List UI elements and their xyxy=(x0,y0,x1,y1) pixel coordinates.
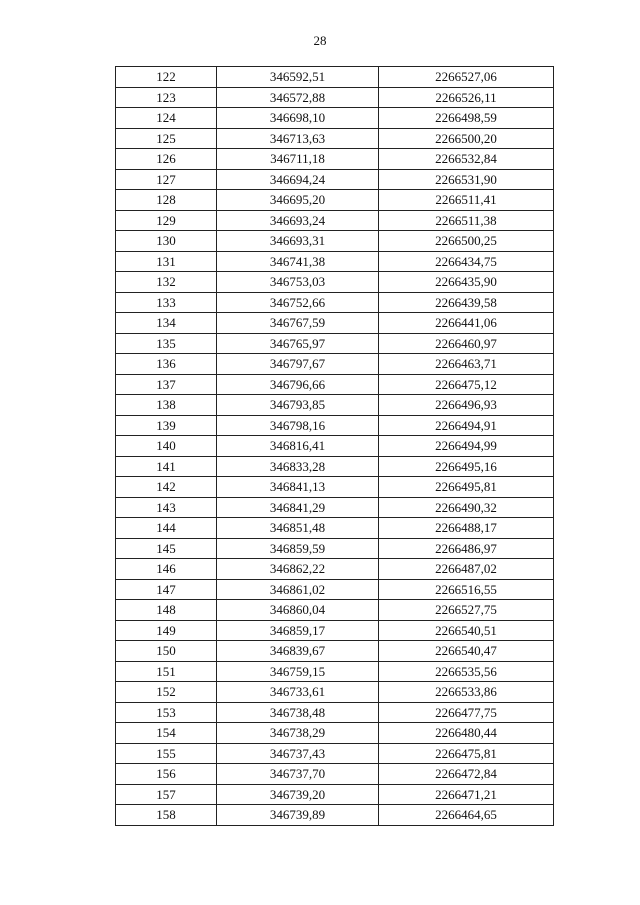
y-coordinate-cell: 2266494,99 xyxy=(379,436,554,457)
x-coordinate-cell: 346841,13 xyxy=(217,477,379,498)
table-row xyxy=(116,600,554,621)
point-number-cell: 144 xyxy=(116,518,217,539)
x-coordinate-cell: 346839,67 xyxy=(217,641,379,662)
point-number-cell: 129 xyxy=(116,210,217,231)
point-number-cell: 141 xyxy=(116,456,217,477)
x-coordinate-cell: 346738,48 xyxy=(217,702,379,723)
x-coordinate-cell: 346765,97 xyxy=(217,333,379,354)
table-row xyxy=(116,784,554,805)
table-row xyxy=(116,231,554,252)
point-number-cell: 157 xyxy=(116,784,217,805)
table-row xyxy=(116,190,554,211)
x-coordinate-cell: 346816,41 xyxy=(217,436,379,457)
x-coordinate-cell: 346741,38 xyxy=(217,251,379,272)
x-coordinate-cell: 346841,29 xyxy=(217,497,379,518)
table-row xyxy=(116,805,554,826)
x-coordinate-cell: 346737,43 xyxy=(217,743,379,764)
x-coordinate-cell: 346860,04 xyxy=(217,600,379,621)
point-number-cell: 146 xyxy=(116,559,217,580)
x-coordinate-cell: 346738,29 xyxy=(217,723,379,744)
y-coordinate-cell: 2266495,81 xyxy=(379,477,554,498)
point-number-cell: 142 xyxy=(116,477,217,498)
point-number-cell: 138 xyxy=(116,395,217,416)
y-coordinate-cell: 2266460,97 xyxy=(379,333,554,354)
point-number-cell: 153 xyxy=(116,702,217,723)
x-coordinate-cell: 346698,10 xyxy=(217,108,379,129)
table-row xyxy=(116,682,554,703)
x-coordinate-cell: 346753,03 xyxy=(217,272,379,293)
x-coordinate-cell: 346861,02 xyxy=(217,579,379,600)
point-number-cell: 132 xyxy=(116,272,217,293)
y-coordinate-cell: 2266441,06 xyxy=(379,313,554,334)
table-row xyxy=(116,128,554,149)
x-coordinate-cell: 346739,89 xyxy=(217,805,379,826)
x-coordinate-cell: 346833,28 xyxy=(217,456,379,477)
x-coordinate-cell: 346693,24 xyxy=(217,210,379,231)
x-coordinate-cell: 346713,63 xyxy=(217,128,379,149)
y-coordinate-cell: 2266477,75 xyxy=(379,702,554,723)
table-row xyxy=(116,497,554,518)
y-coordinate-cell: 2266435,90 xyxy=(379,272,554,293)
point-number-cell: 151 xyxy=(116,661,217,682)
point-number-cell: 130 xyxy=(116,231,217,252)
y-coordinate-cell: 2266526,11 xyxy=(379,87,554,108)
table-row xyxy=(116,333,554,354)
point-number-cell: 131 xyxy=(116,251,217,272)
point-number-cell: 155 xyxy=(116,743,217,764)
table-row xyxy=(116,87,554,108)
table-row xyxy=(116,395,554,416)
y-coordinate-cell: 2266540,51 xyxy=(379,620,554,641)
point-number-cell: 136 xyxy=(116,354,217,375)
x-coordinate-cell: 346859,59 xyxy=(217,538,379,559)
y-coordinate-cell: 2266475,81 xyxy=(379,743,554,764)
point-number-cell: 152 xyxy=(116,682,217,703)
y-coordinate-cell: 2266500,25 xyxy=(379,231,554,252)
y-coordinate-cell: 2266488,17 xyxy=(379,518,554,539)
y-coordinate-cell: 2266472,84 xyxy=(379,764,554,785)
x-coordinate-cell: 346733,61 xyxy=(217,682,379,703)
table-row xyxy=(116,436,554,457)
x-coordinate-cell: 346752,66 xyxy=(217,292,379,313)
table-row xyxy=(116,559,554,580)
table-row xyxy=(116,579,554,600)
x-coordinate-cell: 346739,20 xyxy=(217,784,379,805)
y-coordinate-cell: 2266434,75 xyxy=(379,251,554,272)
point-number-cell: 124 xyxy=(116,108,217,129)
x-coordinate-cell: 346572,88 xyxy=(217,87,379,108)
table-row xyxy=(116,620,554,641)
point-number-cell: 137 xyxy=(116,374,217,395)
table-row xyxy=(116,702,554,723)
table-row xyxy=(116,272,554,293)
point-number-cell: 147 xyxy=(116,579,217,600)
point-number-cell: 125 xyxy=(116,128,217,149)
y-coordinate-cell: 2266527,06 xyxy=(379,67,554,88)
table-row xyxy=(116,743,554,764)
page-number: 28 xyxy=(313,33,327,48)
point-number-cell: 148 xyxy=(116,600,217,621)
point-number-cell: 127 xyxy=(116,169,217,190)
x-coordinate-cell: 346711,18 xyxy=(217,149,379,170)
y-coordinate-cell: 2266496,93 xyxy=(379,395,554,416)
point-number-cell: 122 xyxy=(116,67,217,88)
x-coordinate-cell: 346798,16 xyxy=(217,415,379,436)
x-coordinate-cell: 346693,31 xyxy=(217,231,379,252)
y-coordinate-cell: 2266533,86 xyxy=(379,682,554,703)
point-number-cell: 143 xyxy=(116,497,217,518)
table-row xyxy=(116,477,554,498)
table-row xyxy=(116,292,554,313)
x-coordinate-cell: 346694,24 xyxy=(217,169,379,190)
x-coordinate-cell: 346759,15 xyxy=(217,661,379,682)
table-row xyxy=(116,661,554,682)
y-coordinate-cell: 2266464,65 xyxy=(379,805,554,826)
point-number-cell: 123 xyxy=(116,87,217,108)
y-coordinate-cell: 2266500,20 xyxy=(379,128,554,149)
table-row xyxy=(116,538,554,559)
point-number-cell: 133 xyxy=(116,292,217,313)
y-coordinate-cell: 2266535,56 xyxy=(379,661,554,682)
table-row xyxy=(116,251,554,272)
point-number-cell: 139 xyxy=(116,415,217,436)
y-coordinate-cell: 2266511,38 xyxy=(379,210,554,231)
y-coordinate-cell: 2266490,32 xyxy=(379,497,554,518)
table-row xyxy=(116,313,554,334)
x-coordinate-cell: 346851,48 xyxy=(217,518,379,539)
y-coordinate-cell: 2266540,47 xyxy=(379,641,554,662)
table-row xyxy=(116,149,554,170)
y-coordinate-cell: 2266494,91 xyxy=(379,415,554,436)
x-coordinate-cell: 346862,22 xyxy=(217,559,379,580)
y-coordinate-cell: 2266498,59 xyxy=(379,108,554,129)
y-coordinate-cell: 2266532,84 xyxy=(379,149,554,170)
point-number-cell: 135 xyxy=(116,333,217,354)
y-coordinate-cell: 2266463,71 xyxy=(379,354,554,375)
y-coordinate-cell: 2266475,12 xyxy=(379,374,554,395)
table-row xyxy=(116,374,554,395)
y-coordinate-cell: 2266531,90 xyxy=(379,169,554,190)
x-coordinate-cell: 346797,67 xyxy=(217,354,379,375)
y-coordinate-cell: 2266439,58 xyxy=(379,292,554,313)
point-number-cell: 128 xyxy=(116,190,217,211)
table-row xyxy=(116,169,554,190)
point-number-cell: 156 xyxy=(116,764,217,785)
table-row xyxy=(116,641,554,662)
y-coordinate-cell: 2266471,21 xyxy=(379,784,554,805)
y-coordinate-cell: 2266486,97 xyxy=(379,538,554,559)
y-coordinate-cell: 2266511,41 xyxy=(379,190,554,211)
table-row xyxy=(116,764,554,785)
point-number-cell: 154 xyxy=(116,723,217,744)
point-number-cell: 140 xyxy=(116,436,217,457)
y-coordinate-cell: 2266527,75 xyxy=(379,600,554,621)
point-number-cell: 145 xyxy=(116,538,217,559)
x-coordinate-cell: 346737,70 xyxy=(217,764,379,785)
table-row xyxy=(116,518,554,539)
y-coordinate-cell: 2266487,02 xyxy=(379,559,554,580)
x-coordinate-cell: 346793,85 xyxy=(217,395,379,416)
x-coordinate-cell: 346592,51 xyxy=(217,67,379,88)
table-row xyxy=(116,415,554,436)
y-coordinate-cell: 2266495,16 xyxy=(379,456,554,477)
x-coordinate-cell: 346767,59 xyxy=(217,313,379,334)
table-row xyxy=(116,354,554,375)
x-coordinate-cell: 346695,20 xyxy=(217,190,379,211)
point-number-cell: 126 xyxy=(116,149,217,170)
point-number-cell: 149 xyxy=(116,620,217,641)
x-coordinate-cell: 346796,66 xyxy=(217,374,379,395)
y-coordinate-cell: 2266516,55 xyxy=(379,579,554,600)
point-number-cell: 134 xyxy=(116,313,217,334)
point-number-cell: 150 xyxy=(116,641,217,662)
point-number-cell: 158 xyxy=(116,805,217,826)
table-row xyxy=(116,108,554,129)
x-coordinate-cell: 346859,17 xyxy=(217,620,379,641)
coordinates-table-body xyxy=(116,67,554,826)
coordinates-table xyxy=(115,66,554,826)
table-row xyxy=(116,210,554,231)
table-row xyxy=(116,67,554,88)
y-coordinate-cell: 2266480,44 xyxy=(379,723,554,744)
table-row xyxy=(116,723,554,744)
table-row xyxy=(116,456,554,477)
